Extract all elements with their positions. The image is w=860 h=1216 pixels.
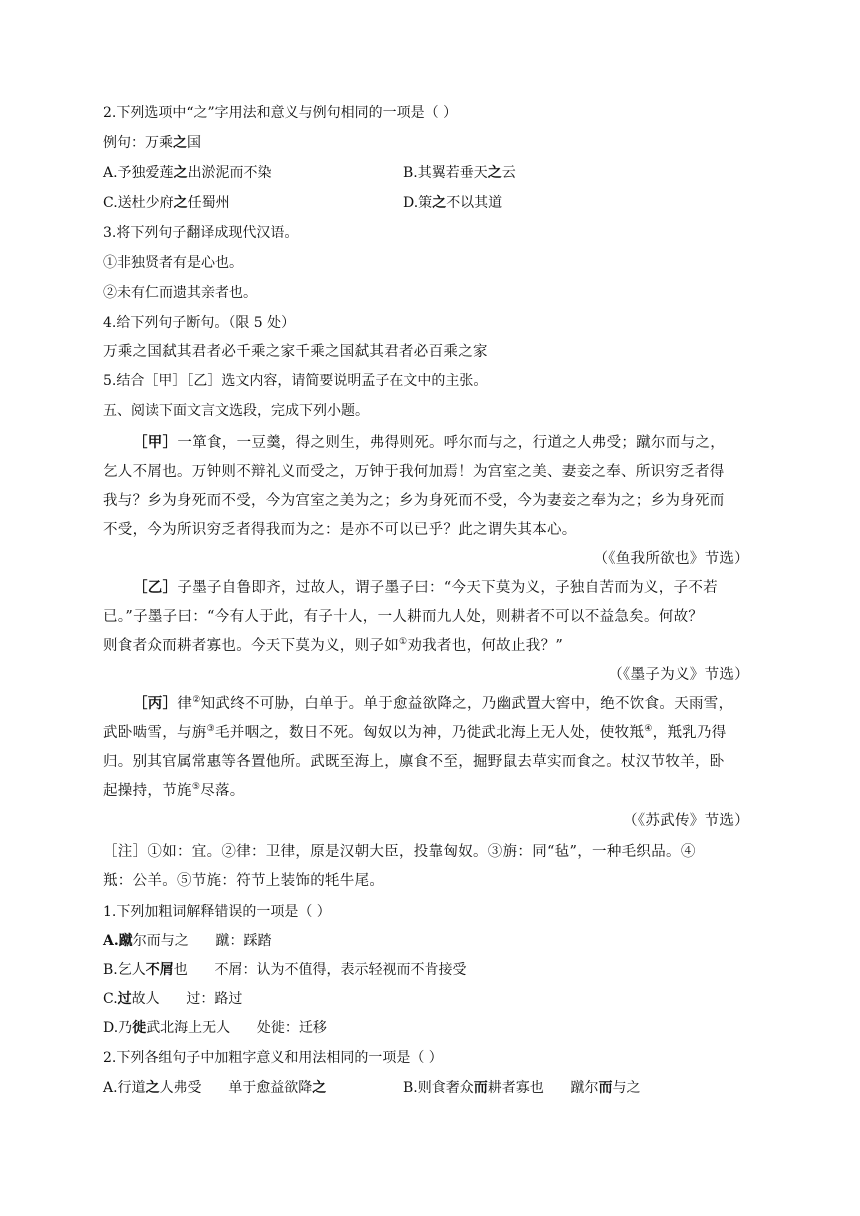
q2b-option-b: B.则食奢众而耕者寡也 蹴尔而与之	[403, 1080, 641, 1096]
bing-label: ［丙］	[133, 695, 178, 712]
q1b-stem: 1.下列加粗词解释错误的一项是（ ）	[103, 904, 331, 920]
q4-text: 万乘之国弑其君者必千乘之家千乘之国弑其君者必百乘之家	[103, 344, 488, 360]
q1b-option-c: C.过故人 过：路过	[103, 991, 243, 1007]
yi-line-1: ［乙］子墨子自鲁即齐，过故人，谓子墨子曰：“今天下莫为义，子独自苦而为义，子不若	[133, 579, 718, 596]
jia-line-3: 我与？乡为身死而不受，今为宫室之美为之；乡为身死而不受，今为妻妾之奉为之；乡为身死而	[103, 493, 725, 509]
option-c: C.送杜少府之任蜀州	[103, 195, 230, 211]
q5-stem: 5.结合［甲］［乙］选文内容，请简要说明孟子在文中的主张。	[103, 373, 488, 389]
yi-line-2: 已。”子墨子曰：“今有人于此，有子十人，一人耕而九人处，则耕者不可以不益急矣。何故？	[103, 609, 704, 625]
bing-line-1: ［丙］律②知武终不可胁，白单于。单于愈益欲降之，乃幽武置大窖中，绝不饮食。天雨雪，	[133, 695, 734, 712]
yi-source: （《墨子为义》节选）	[608, 667, 749, 683]
bing-line-2: 武卧啮雪，与旃③毛并咽之，数日不死。匈奴以为神，乃徙武北海上无人处，使牧羝④，羝乳乃得	[103, 724, 727, 741]
yi-line-3: 则食者众而耕者寡也。今天下莫为义，则子如①劝我者也，何故止我？”	[103, 637, 564, 654]
option-a: A.予独爱莲之出淤泥而不染	[103, 165, 272, 181]
q2b-stem: 2.下列各组句子中加粗字意义和用法相同的一项是（ ）	[103, 1050, 443, 1066]
q3-sentence-1: ①非独贤者有是心也。	[103, 255, 243, 271]
q2b-options-row1	[103, 1078, 763, 1098]
jia-line-1: ［甲］一箪食，一豆羹，得之则生，弗得则死。呼尔而与之，行道之人弗受；蹴尔而与之，	[133, 434, 726, 451]
option-b: B.其翼若垂天之云	[403, 165, 516, 181]
bing-source: （《苏武传》节选）	[623, 813, 749, 829]
q1b-option-a: A.蹴尔而与之 蹴：踩踏	[103, 933, 272, 949]
q2a-options-row2	[103, 193, 763, 213]
bing-line-3: 归。别其官属常惠等各置他所。武既至海上，廪食不至，掘野鼠去草实而食之。杖汉节牧羊，卧	[103, 754, 725, 770]
q1b-option-d: D.乃徙武北海上无人 处徙：迁移	[103, 1020, 327, 1036]
q4-stem: 4.给下列句子断句。（限 5 处）	[103, 315, 296, 331]
q3-sentence-2: ②未有仁而遗其亲者也。	[103, 285, 257, 301]
q2a-example: 例句：万乘之国	[103, 135, 201, 151]
bing-line-4: 起操持，节旄⑤尽落。	[103, 782, 245, 799]
jia-line-2: 乞人不屑也。万钟则不辩礼义而受之，万钟于我何加焉！为宫室之美、妻妾之奉、所识穷乏者得	[103, 464, 725, 480]
section5-title: 五、阅读下面文言文选段，完成下列小题。	[103, 403, 369, 419]
notes-line-1: ［注］①如：宜。②律：卫律，原是汉朝大臣，投靠匈奴。③旃：同“毡”，一种毛织品。④	[103, 844, 696, 860]
q3-stem: 3.将下列句子翻译成现代汉语。	[103, 225, 299, 241]
q2b-option-a: A.行道之人弗受 单于愈益欲降之	[103, 1080, 327, 1096]
notes-line-2: 羝：公羊。⑤节旄：符节上装饰的牦牛尾。	[103, 873, 385, 889]
jia-source: （《鱼我所欲也》节选）	[593, 551, 749, 567]
q2a-stem: 2.下列选项中“之”字用法和意义与例句相同的一项是（ ）	[103, 105, 458, 121]
q2a-options-row1	[103, 163, 763, 183]
jia-line-4: 不受，今为所识穷乏者得我而为之：是亦不可以已乎？此之谓失其本心。	[103, 522, 577, 538]
q1b-option-b: B.乞人不屑也 不屑：认为不值得，表示轻视而不肯接受	[103, 962, 467, 978]
yi-label: ［乙］	[133, 579, 178, 596]
jia-label: ［甲］	[133, 434, 178, 451]
option-d: D.策之不以其道	[403, 195, 503, 211]
